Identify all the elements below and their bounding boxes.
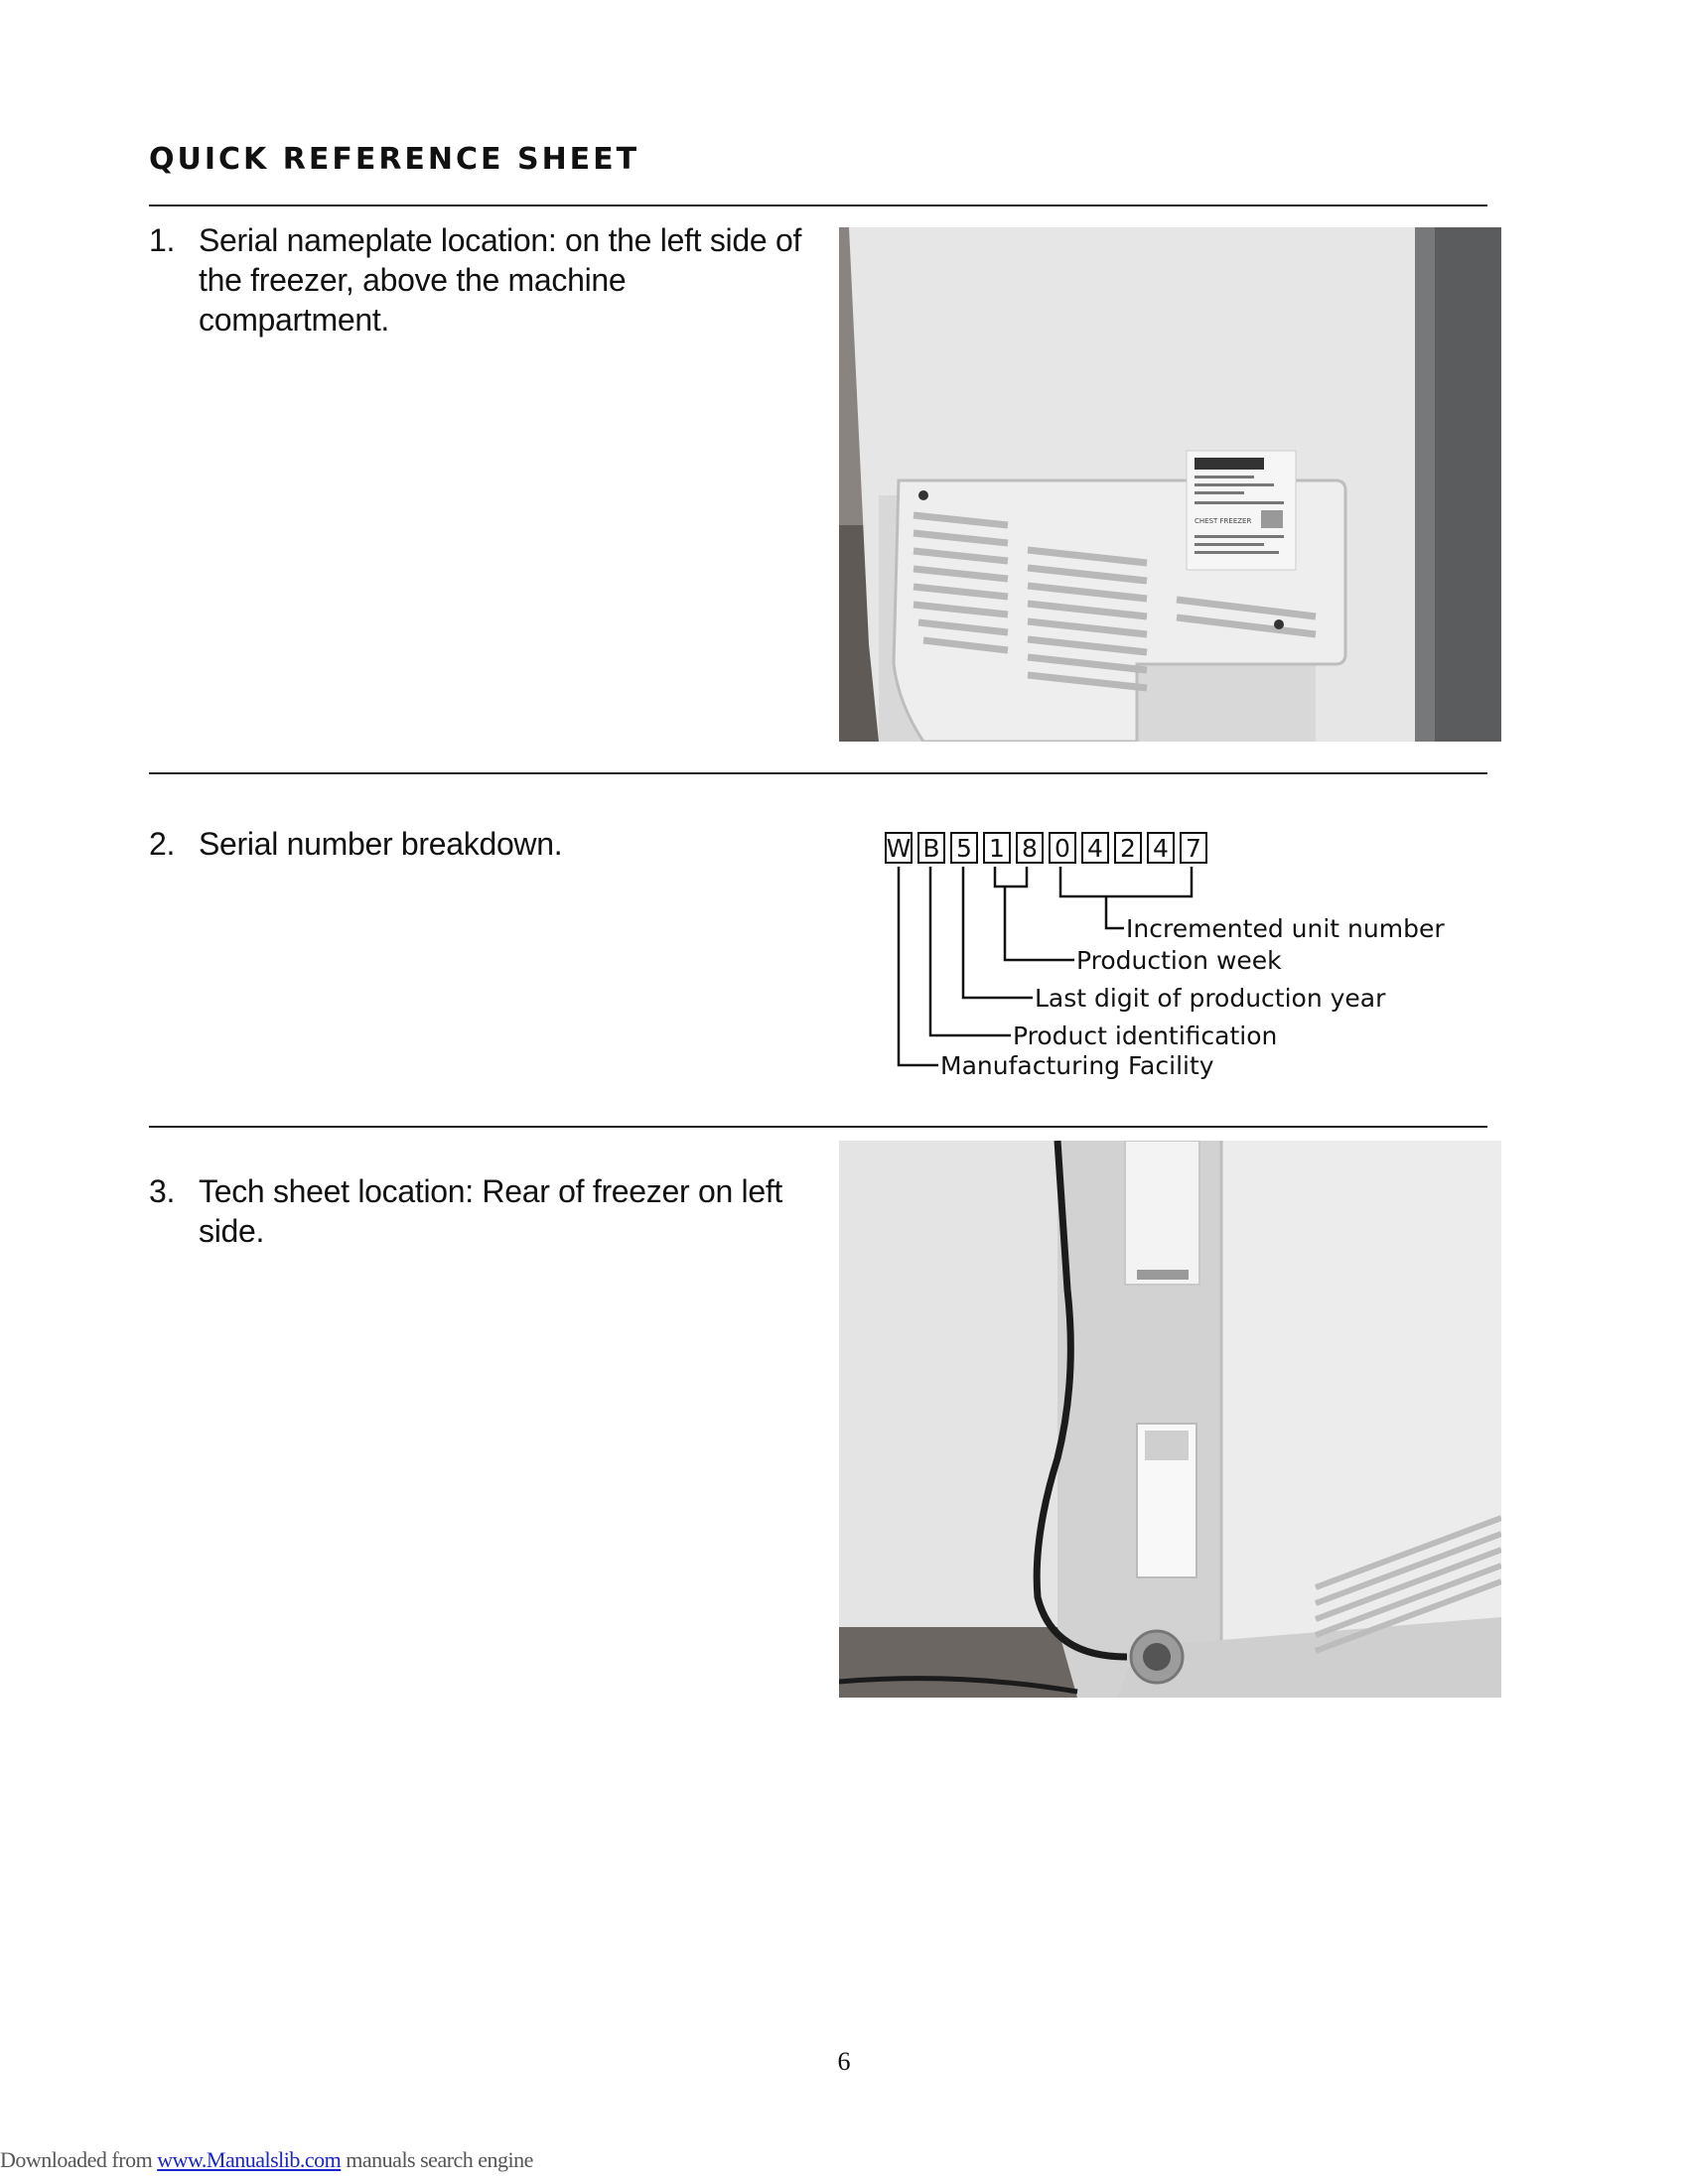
item-number: 1. <box>149 222 176 258</box>
item-text: Serial number breakdown. <box>199 826 563 862</box>
item-3 <box>149 1171 804 1251</box>
item-text: Tech sheet location: Rear of freezer on left side. <box>199 1173 783 1249</box>
manualslib-link[interactable]: www.Manualslib.com <box>157 2147 342 2172</box>
serial-char: 1 <box>989 834 1005 863</box>
label-incremented-unit: Incremented unit number <box>1126 914 1445 943</box>
serial-char: 4 <box>1087 834 1103 863</box>
divider <box>149 205 1487 206</box>
serial-char: 8 <box>1022 834 1038 863</box>
download-footer <box>0 2147 533 2173</box>
serial-char: B <box>922 834 940 863</box>
item-2 <box>149 824 804 864</box>
item-number: 2. <box>149 826 176 862</box>
page-heading: QUICK REFERENCE SHEET <box>149 142 640 177</box>
nameplate-label: CHEST FREEZER <box>1195 517 1252 525</box>
label-production-year: Last digit of production year <box>1035 984 1386 1013</box>
serial-char: 7 <box>1186 834 1201 863</box>
footer-prefix: Downloaded from <box>0 2147 158 2172</box>
footer-suffix: manuals search engine <box>341 2147 533 2172</box>
item-1 <box>149 220 804 340</box>
label-production-week: Production week <box>1076 946 1282 975</box>
label-product-id: Product identification <box>1013 1022 1278 1050</box>
serial-char: 4 <box>1153 834 1169 863</box>
serial-char: 0 <box>1055 834 1070 863</box>
nameplate-photo <box>839 227 1501 742</box>
serial-char: 2 <box>1120 834 1136 863</box>
serial-char: W <box>886 834 912 863</box>
serial-char: 5 <box>956 834 972 863</box>
divider <box>149 1126 1487 1128</box>
item-number: 3. <box>149 1173 176 1209</box>
divider <box>149 772 1487 774</box>
item-text: Serial nameplate location: on the left side of the freezer, above the machine compartment. <box>199 222 802 338</box>
label-manufacturing-facility: Manufacturing Facility <box>940 1051 1214 1080</box>
page-number: 6 <box>837 2047 851 2076</box>
tech-sheet-photo <box>839 1141 1501 1698</box>
serial-breakdown-diagram <box>864 819 1479 1087</box>
